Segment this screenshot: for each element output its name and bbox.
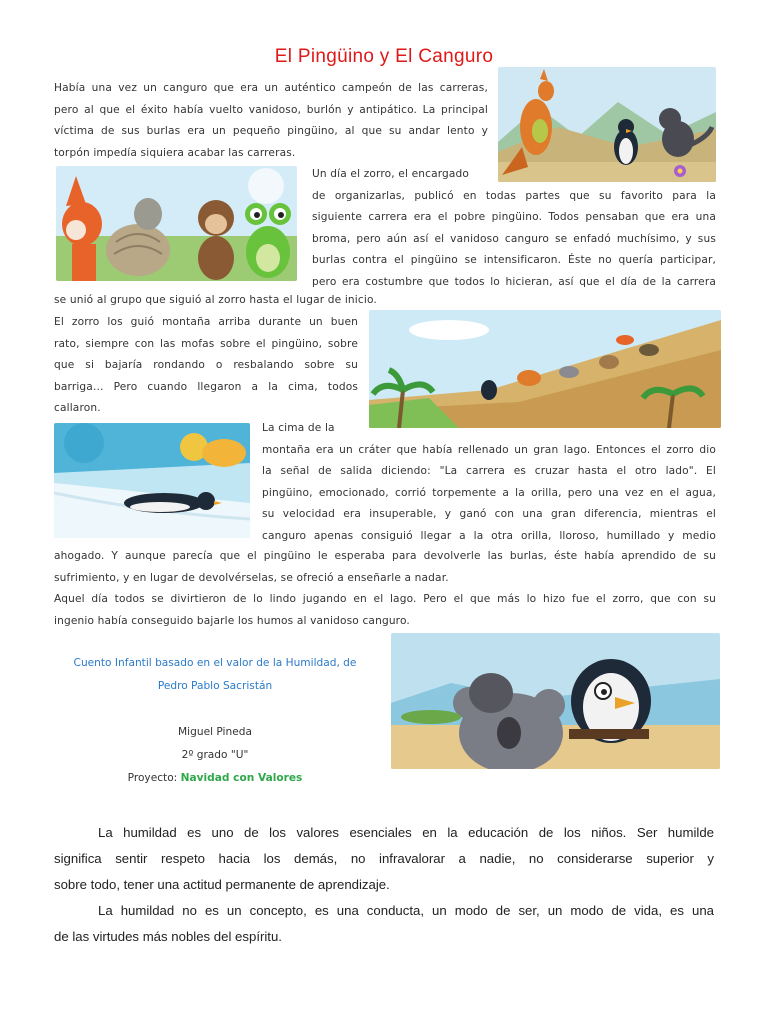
- story-line: ingenio había conseguido bajarle los humos al vanidoso canguro.: [54, 614, 410, 627]
- story-paragraph-4: [262, 418, 716, 547]
- student-name: Miguel Pineda: [178, 726, 252, 738]
- essay-line: La humildad no es un concepto, es una conducta, un modo de ser, un modo de vida, es una: [98, 903, 714, 918]
- story-line: pero era costumbre que todos lo hicieran, así que el día de la carrera: [312, 275, 716, 288]
- story-line: El zorro los guió montaña arriba durante un buen: [54, 316, 358, 328]
- essay-line: La humildad es uno de los valores esenciales en la educación de los niños. Ser humilde: [98, 825, 714, 840]
- story-line: pero al que el éxito había vuelto vanidoso, burlón y antipático. La principal: [54, 103, 488, 116]
- story-line: callaron.: [54, 402, 101, 414]
- project-line: [54, 767, 376, 790]
- project-name: Navidad con Valores: [180, 772, 303, 784]
- animals-group-illustration: [56, 166, 297, 281]
- project-label: Proyecto:: [127, 772, 178, 784]
- story-line: su velocidad era insuperable, y ganó con una gran diferencia, mientras el: [262, 508, 716, 520]
- story-line: montaña era un cráter que había rellenado un gran lago. Entonces el zorro dio: [262, 443, 716, 456]
- mountain-race-illustration: [369, 310, 721, 428]
- story-line: se unió al grupo que siguió al zorro hasta el lugar de inicio.: [54, 294, 377, 306]
- essay-line: sobre todo, tener una actitud permanente de aprendizaje.: [54, 877, 390, 892]
- story-line: siguiente carrera era el pobre pingüino. Todos pensaban que era una: [312, 211, 716, 223]
- credit-author-line: Pedro Pablo Sacristán: [157, 680, 273, 692]
- page-title: El Pingüino y El Canguro: [274, 46, 494, 67]
- story-line: barriga... Pero cuando llegaron a la cima, todos: [54, 380, 358, 393]
- story-paragraph-2: [312, 164, 716, 293]
- essay-paragraph-2: [54, 898, 714, 950]
- story-line: Había una vez un canguro que era un auténtico campeón de las carreras,: [54, 82, 488, 94]
- story-line: Un día el zorro, el encargado: [312, 168, 470, 180]
- story-paragraph-1: [54, 78, 488, 164]
- story-line: burlas contra el pingüino se intensificaron. Éste no quería participar,: [312, 254, 716, 266]
- story-line: broma, pero aún así el vanidoso canguro se enfadó muchísimo, y sus: [312, 232, 716, 245]
- story-line: de organizarlas, publicó en todas partes que su favorito para la: [312, 189, 716, 202]
- story-line: Aquel día todos se divirtieron de lo lindo jugando en el lago. Pero el que más lo hizo fue el zorro, que con su: [54, 593, 716, 605]
- story-line: rato, siempre con las mofas sobre el pingüino, sobre: [54, 337, 358, 350]
- story-line: pingüino, emocionado, corrió torpemente a la orilla, pero una vez en el agua,: [262, 486, 716, 499]
- essay-line: de las virtudes más nobles del espíritu.: [54, 929, 282, 944]
- story-line: la señal de salida diciendo: "La carrera es cruzar hasta el otro lado". El: [262, 465, 716, 477]
- credit-source-line: Cuento Infantil basado en el valor de la Humildad, de: [73, 657, 357, 669]
- story-line: canguro apenas consiguió llegar a la otra orilla, lloroso, humillado y medio: [262, 529, 716, 542]
- penguin-koala-illustration: [391, 633, 720, 769]
- story-line: que si bajaría rondando o resbalando sobre su: [54, 359, 358, 371]
- essay-paragraph-1: [54, 820, 714, 898]
- story-line: La cima de la: [262, 422, 335, 434]
- story-paragraph-3: [54, 312, 358, 420]
- penguin-sliding-illustration: [54, 423, 250, 538]
- story-paragraph-4-end: [54, 546, 716, 632]
- essay-line: significa sentir respeto hacia los demás, no infravalorar a nadie, no considerarse superior y: [54, 851, 714, 866]
- story-line: víctima de sus burlas era un pequeño pingüino, al que su andar lento y: [54, 125, 488, 137]
- student-grade: 2º grado "U": [181, 749, 249, 761]
- story-line: ahogado. Y aunque parecía que el pingüino le esperaba para devolverle las burlas, éste había aprendido de su: [54, 550, 716, 562]
- story-paragraph-2-end: [54, 290, 716, 312]
- story-line: sufrimiento, y en lugar de devolvérselas, se ofreció a enseñarle a nadar.: [54, 571, 449, 584]
- story-line: torpón impedía siquiera acabar las carreras.: [54, 146, 296, 159]
- story-credit: [54, 652, 376, 790]
